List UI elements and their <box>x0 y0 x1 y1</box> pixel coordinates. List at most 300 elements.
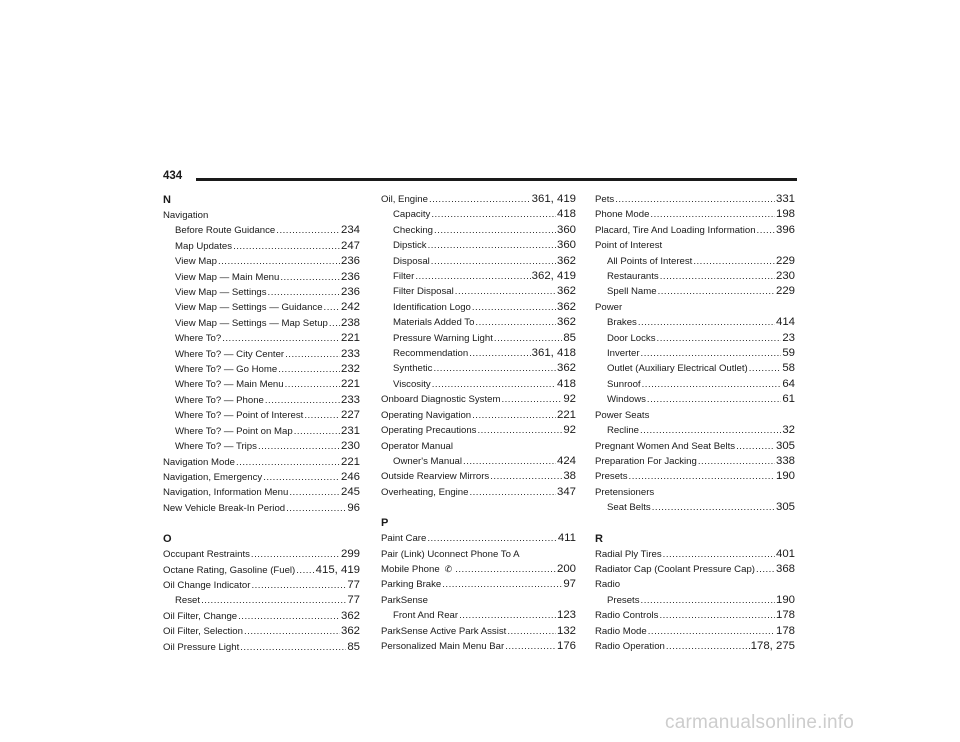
phone-icon: ✆ <box>444 563 453 574</box>
index-subentry <box>595 254 795 269</box>
page-reference[interactable]: 58 <box>782 362 795 375</box>
leader-dots <box>431 254 556 269</box>
leader-dots <box>647 392 781 407</box>
index-entry <box>381 639 576 654</box>
entry-text: Pregnant Women And Seat Belts <box>595 440 736 452</box>
entry-text: Door Locks <box>607 332 656 344</box>
leader-dots <box>638 315 775 330</box>
page-reference[interactable]: 230 <box>340 440 360 453</box>
page-reference[interactable]: 362 <box>556 300 576 313</box>
entry-text: Oil, Engine <box>381 194 428 205</box>
page-reference[interactable]: 246 <box>340 470 360 483</box>
entry-text: Where To? — Point of Interest <box>175 410 304 422</box>
index-entry <box>595 207 795 222</box>
leader-dots <box>648 624 775 639</box>
page-reference[interactable]: 85 <box>347 640 360 653</box>
leader-dots <box>756 562 775 577</box>
leader-dots <box>442 577 562 592</box>
page-reference[interactable]: 178 <box>775 624 795 637</box>
page-reference[interactable]: 178, 275 <box>750 639 795 652</box>
page-reference[interactable]: 236 <box>340 286 360 299</box>
page-reference[interactable]: 38 <box>563 470 576 483</box>
index-subentry <box>595 500 795 515</box>
index-subentry <box>381 269 576 284</box>
page-reference[interactable]: 229 <box>775 254 795 267</box>
leader-dots <box>641 593 775 608</box>
leader-dots <box>280 270 340 285</box>
index-subentry <box>595 423 795 438</box>
leader-dots <box>757 223 775 238</box>
leader-dots <box>698 454 775 469</box>
page-reference[interactable]: 77 <box>347 578 360 591</box>
entry-text: Spell Name <box>607 286 657 298</box>
leader-dots <box>475 315 556 330</box>
page-reference[interactable]: 85 <box>563 331 576 344</box>
entry-text: Navigation, Emergency <box>163 471 263 483</box>
page-reference[interactable]: 61 <box>782 393 795 406</box>
leader-dots <box>433 361 556 376</box>
index-subentry <box>163 223 360 238</box>
leader-dots <box>304 408 340 423</box>
entry-text: Radial Ply Tires <box>595 548 662 560</box>
page-reference[interactable]: 362, 419 <box>531 270 576 283</box>
page-reference[interactable]: 221 <box>340 332 360 345</box>
entry-text: Radio Controls <box>595 610 659 622</box>
entry-text: Before Route Guidance <box>175 225 276 237</box>
index-entry <box>595 469 795 484</box>
page-reference[interactable]: 236 <box>340 255 360 268</box>
entry-text: Identification Logo <box>393 301 471 313</box>
leader-dots <box>329 316 340 331</box>
page-reference[interactable]: 59 <box>782 347 795 360</box>
entry-text: Outside Rearview Mirrors <box>381 471 490 483</box>
page-reference[interactable]: 234 <box>340 224 360 237</box>
page-reference[interactable]: 362 <box>556 362 576 375</box>
page-reference[interactable]: 415, 419 <box>315 563 360 576</box>
leader-dots <box>652 500 775 515</box>
index-entry <box>163 547 360 562</box>
entry-text: Presets <box>607 594 640 606</box>
index-entry <box>595 608 795 623</box>
page-reference[interactable]: 23 <box>782 331 795 344</box>
index-entry <box>381 562 576 577</box>
index-entry <box>381 485 576 500</box>
index-heading: Power Seats <box>595 409 650 421</box>
section-letter: P <box>381 517 389 530</box>
leader-dots <box>505 639 556 654</box>
entry-text: Recommendation <box>393 348 469 360</box>
leader-dots <box>251 578 346 593</box>
index-entry <box>163 501 360 516</box>
entry-text: Materials Added To <box>393 317 475 329</box>
index-subentry <box>381 454 576 469</box>
index-subentry <box>163 239 360 254</box>
index-entry <box>595 639 795 654</box>
leader-dots <box>494 331 562 346</box>
entry-text: Radio Mode <box>595 625 647 637</box>
entry-text: Where To? — Point on Map <box>175 425 293 437</box>
index-subentry <box>163 593 360 608</box>
header-rule <box>196 178 797 181</box>
page-reference[interactable]: 411 <box>557 532 576 545</box>
entry-text: Viscosity <box>393 378 431 390</box>
leader-dots <box>459 608 556 623</box>
leader-dots <box>472 408 556 423</box>
page-reference[interactable]: 360 <box>556 239 576 252</box>
index-subentry <box>595 346 795 361</box>
index-subentry <box>381 315 576 330</box>
index-heading: Pretensioners <box>595 486 655 498</box>
section-gap <box>381 500 576 515</box>
page-reference[interactable]: 77 <box>347 594 360 607</box>
leader-dots <box>285 377 340 392</box>
page-reference[interactable]: 299 <box>340 548 360 561</box>
page-reference[interactable]: 32 <box>782 424 795 437</box>
entry-text: View Map — Settings — Guidance <box>175 302 323 314</box>
index-entry <box>381 392 576 407</box>
index-subentry <box>595 377 795 392</box>
page-reference[interactable]: 361, 419 <box>531 193 576 205</box>
page-reference[interactable]: 200 <box>556 562 576 575</box>
index-subentry <box>595 361 795 376</box>
index-subentry <box>163 439 360 454</box>
entry-text: Placard, Tire And Loading Information <box>595 224 756 236</box>
page-reference[interactable]: 362 <box>340 609 360 622</box>
leader-dots <box>615 192 775 207</box>
page-reference[interactable]: 362 <box>556 254 576 267</box>
entry-text: Map Updates <box>175 240 233 252</box>
section-gap <box>163 516 360 531</box>
leader-dots <box>201 593 346 608</box>
page-reference[interactable]: 221 <box>340 378 360 391</box>
page-reference[interactable]: 64 <box>782 377 795 390</box>
entry-text: Recline <box>607 425 639 437</box>
index-subentry <box>163 300 360 315</box>
leader-dots <box>663 547 775 562</box>
entry-text: Overheating, Engine <box>381 486 469 498</box>
leader-dots <box>265 393 340 408</box>
watermark: carmanualsonline.info <box>665 712 855 733</box>
index-heading: Operator Manual <box>381 440 453 452</box>
page-reference[interactable]: 97 <box>563 578 576 591</box>
entry-text: Oil Filter, Selection <box>163 626 243 638</box>
index-entry <box>163 578 360 593</box>
index-column-1 <box>163 192 360 655</box>
page-reference[interactable]: 305 <box>775 501 795 514</box>
index-column-3 <box>595 192 795 654</box>
index-subentry <box>163 270 360 285</box>
leader-dots <box>244 624 340 639</box>
entry-text: Where To? — Trips <box>175 441 257 453</box>
page-reference[interactable]: 231 <box>340 424 360 437</box>
leader-dots <box>477 423 562 438</box>
index-subentry <box>381 238 576 253</box>
entry-text: Radio Operation <box>595 640 665 652</box>
leader-dots <box>469 485 556 500</box>
index-subentry <box>595 315 795 330</box>
leader-dots <box>238 609 340 624</box>
entry-text: Windows <box>607 394 646 406</box>
index-entry <box>163 640 360 655</box>
page-reference[interactable]: 305 <box>775 439 795 452</box>
index-entry <box>163 485 360 500</box>
leader-dots <box>490 469 562 484</box>
leader-dots <box>431 207 556 222</box>
section-letter: N <box>163 194 171 206</box>
leader-dots <box>286 501 346 516</box>
index-subentry <box>163 393 360 408</box>
page-reference[interactable]: 233 <box>340 347 360 360</box>
page-reference[interactable]: 238 <box>340 316 360 329</box>
index-subentry <box>381 223 576 238</box>
page-reference[interactable]: 347 <box>556 485 576 498</box>
index-entry <box>595 439 795 454</box>
index-subentry <box>163 285 360 300</box>
page-reference[interactable]: 92 <box>563 393 576 406</box>
index-subentry <box>595 593 795 608</box>
page-reference[interactable]: 424 <box>556 454 576 467</box>
index-heading: Pair (Link) Uconnect Phone To A <box>381 548 520 560</box>
entry-text: Occupant Restraints <box>163 549 250 561</box>
entry-text: Where To? <box>175 333 222 345</box>
entry-text: Sunroof <box>607 378 641 390</box>
section-letter: R <box>595 532 603 545</box>
entry-text: Checking <box>393 224 433 236</box>
index-entry <box>595 454 795 469</box>
page-reference[interactable]: 368 <box>775 562 795 575</box>
index-entry <box>595 192 795 207</box>
entry-text: Where To? — City Center <box>175 348 285 360</box>
leader-dots <box>501 392 562 407</box>
entry-text: View Map <box>175 256 217 268</box>
leader-dots <box>427 531 557 546</box>
leader-dots <box>251 547 340 562</box>
index-subentry <box>163 362 360 377</box>
leader-dots <box>222 331 340 346</box>
leader-dots <box>650 207 775 222</box>
entry-text: Synthetic <box>393 363 433 375</box>
leader-dots <box>693 254 775 269</box>
page-reference[interactable]: 221 <box>340 455 360 468</box>
index-entry <box>595 547 795 562</box>
leader-dots <box>455 284 556 299</box>
page-reference[interactable]: 176 <box>556 639 576 652</box>
entry-text: All Points of Interest <box>607 255 693 267</box>
index-subentry <box>381 361 576 376</box>
index-subentry <box>381 346 576 361</box>
page-reference[interactable]: 123 <box>556 609 576 622</box>
entry-text: Navigation Mode <box>163 456 235 468</box>
entry-text: Oil Change Indicator <box>163 579 251 591</box>
index-entry <box>381 469 576 484</box>
entry-text: Operating Navigation <box>381 409 472 421</box>
entry-text: Parking Brake <box>381 579 442 591</box>
index-entry <box>595 624 795 639</box>
page-reference[interactable]: 190 <box>775 470 795 483</box>
page-reference[interactable]: 132 <box>556 624 576 637</box>
page-reference[interactable]: 190 <box>775 593 795 606</box>
index-subentry <box>163 316 360 331</box>
page-reference[interactable]: 242 <box>340 301 360 314</box>
index-entry <box>381 624 576 639</box>
page-reference[interactable]: 232 <box>340 363 360 376</box>
entry-text: Filter <box>393 271 415 283</box>
entry-text: Capacity <box>393 209 431 221</box>
entry-text: Preparation For Jacking <box>595 455 697 467</box>
entry-text: Oil Filter, Change <box>163 610 238 622</box>
entry-text: Phone Mode <box>595 209 650 221</box>
entry-text: View Map — Settings — Map Setup <box>175 317 328 329</box>
leader-dots <box>289 485 340 500</box>
index-heading: Point of Interest <box>595 240 663 252</box>
leader-dots <box>218 254 340 269</box>
entry-text: View Map — Main Menu <box>175 271 280 283</box>
section-gap <box>595 516 795 531</box>
leader-dots <box>432 377 556 392</box>
index-subentry <box>163 331 360 346</box>
index-entry <box>381 423 576 438</box>
index-heading: ParkSense <box>381 594 428 606</box>
index-subentry <box>595 284 795 299</box>
index-heading: Power <box>595 301 623 313</box>
leader-dots <box>658 284 775 299</box>
leader-dots <box>294 424 340 439</box>
entry-text: Owner's Manual <box>393 455 463 467</box>
leader-dots <box>472 300 556 315</box>
leader-dots <box>469 346 530 361</box>
page-reference[interactable]: 396 <box>775 223 795 236</box>
page-reference[interactable]: 362 <box>556 285 576 298</box>
index-entry <box>381 408 576 423</box>
leader-dots <box>629 469 775 484</box>
page-reference[interactable]: 361, 418 <box>531 347 576 360</box>
page-number: 434 <box>163 170 183 182</box>
page-reference[interactable]: 230 <box>775 270 795 283</box>
index-subentry <box>381 300 576 315</box>
index-subentry <box>163 424 360 439</box>
entry-text: Front And Rear <box>393 610 459 622</box>
leader-dots <box>642 377 782 392</box>
page-reference[interactable]: 362 <box>340 625 360 638</box>
leader-dots <box>507 624 556 639</box>
page-reference[interactable]: 178 <box>775 609 795 622</box>
entry-text: Pets <box>595 194 615 205</box>
entry-text: View Map — Settings <box>175 287 267 299</box>
leader-dots <box>285 347 340 362</box>
leader-dots <box>263 470 340 485</box>
leader-dots <box>749 361 782 376</box>
index-entry <box>595 223 795 238</box>
page-reference[interactable]: 362 <box>556 316 576 329</box>
entry-text: Mobile Phone <box>381 563 440 575</box>
leader-dots <box>278 362 340 377</box>
page-reference[interactable]: 360 <box>556 223 576 236</box>
entry-text: Oil Pressure Light <box>163 641 240 653</box>
entry-text: Seat Belts <box>607 502 651 514</box>
entry-text: Where To? — Main Menu <box>175 379 284 391</box>
page-reference[interactable]: 96 <box>347 501 360 514</box>
entry-text: Filter Disposal <box>393 286 454 298</box>
leader-dots <box>428 238 556 253</box>
leader-dots <box>233 239 340 254</box>
leader-dots <box>434 223 556 238</box>
entry-text: Presets <box>595 471 628 483</box>
index-subentry <box>163 408 360 423</box>
entry-text: Pressure Warning Light <box>393 332 493 344</box>
section-letter: O <box>163 533 172 546</box>
page-reference[interactable]: 236 <box>340 270 360 283</box>
page-reference[interactable]: 245 <box>340 486 360 499</box>
entry-text: ParkSense Active Park Assist <box>381 625 507 637</box>
leader-dots <box>240 640 346 655</box>
page-reference[interactable]: 401 <box>775 547 795 560</box>
index-subentry <box>595 269 795 284</box>
entry-text: Paint Care <box>381 533 427 545</box>
page-reference[interactable]: 414 <box>775 316 795 329</box>
entry-text: Navigation, Information Menu <box>163 487 289 499</box>
entry-text: Brakes <box>607 317 637 329</box>
index-column-2 <box>381 192 576 654</box>
index-heading: Navigation <box>163 210 209 221</box>
page-reference[interactable]: 247 <box>340 239 360 252</box>
index-subentry <box>595 331 795 346</box>
index-subentry <box>595 392 795 407</box>
leader-dots <box>660 269 775 284</box>
leader-dots <box>659 608 775 623</box>
leader-dots <box>657 331 782 346</box>
index-subentry <box>381 207 576 222</box>
leader-dots <box>666 639 750 654</box>
index-entry <box>163 455 360 470</box>
entry-text: Outlet (Auxiliary Electrical Outlet) <box>607 363 748 375</box>
entry-text: Where To? — Phone <box>175 394 264 406</box>
leader-dots <box>640 423 781 438</box>
leader-dots <box>258 439 340 454</box>
leader-dots <box>736 439 775 454</box>
leader-dots <box>296 563 314 578</box>
index-subentry <box>381 284 576 299</box>
entry-text: Dipstick <box>393 240 427 252</box>
page-reference[interactable]: 418 <box>556 377 576 390</box>
page-reference[interactable]: 331 <box>775 193 795 205</box>
entry-text: Inverter <box>607 348 640 360</box>
entry-text: New Vehicle Break-In Period <box>163 502 286 514</box>
page-reference[interactable]: 221 <box>556 408 576 421</box>
page-reference[interactable]: 227 <box>340 409 360 422</box>
page-reference[interactable]: 233 <box>340 393 360 406</box>
index-subentry <box>163 377 360 392</box>
leader-dots <box>455 562 556 577</box>
page-reference[interactable]: 92 <box>563 424 576 437</box>
index-entry <box>163 624 360 639</box>
leader-dots <box>276 223 340 238</box>
index-subentry <box>163 254 360 269</box>
index-entry <box>163 609 360 624</box>
index-entry <box>595 562 795 577</box>
page-reference[interactable]: 338 <box>775 454 795 467</box>
entry-text: Operating Precautions <box>381 425 477 437</box>
page-reference[interactable]: 418 <box>556 208 576 221</box>
leader-dots <box>236 455 340 470</box>
index-entry <box>381 577 576 592</box>
entry-text: Where To? — Go Home <box>175 364 278 376</box>
index-subentry <box>163 347 360 362</box>
page-reference[interactable]: 229 <box>775 285 795 298</box>
index-heading: Radio <box>595 579 621 591</box>
entry-text: Octane Rating, Gasoline (Fuel) <box>163 564 296 576</box>
page-reference[interactable]: 198 <box>775 208 795 221</box>
leader-dots <box>463 454 556 469</box>
